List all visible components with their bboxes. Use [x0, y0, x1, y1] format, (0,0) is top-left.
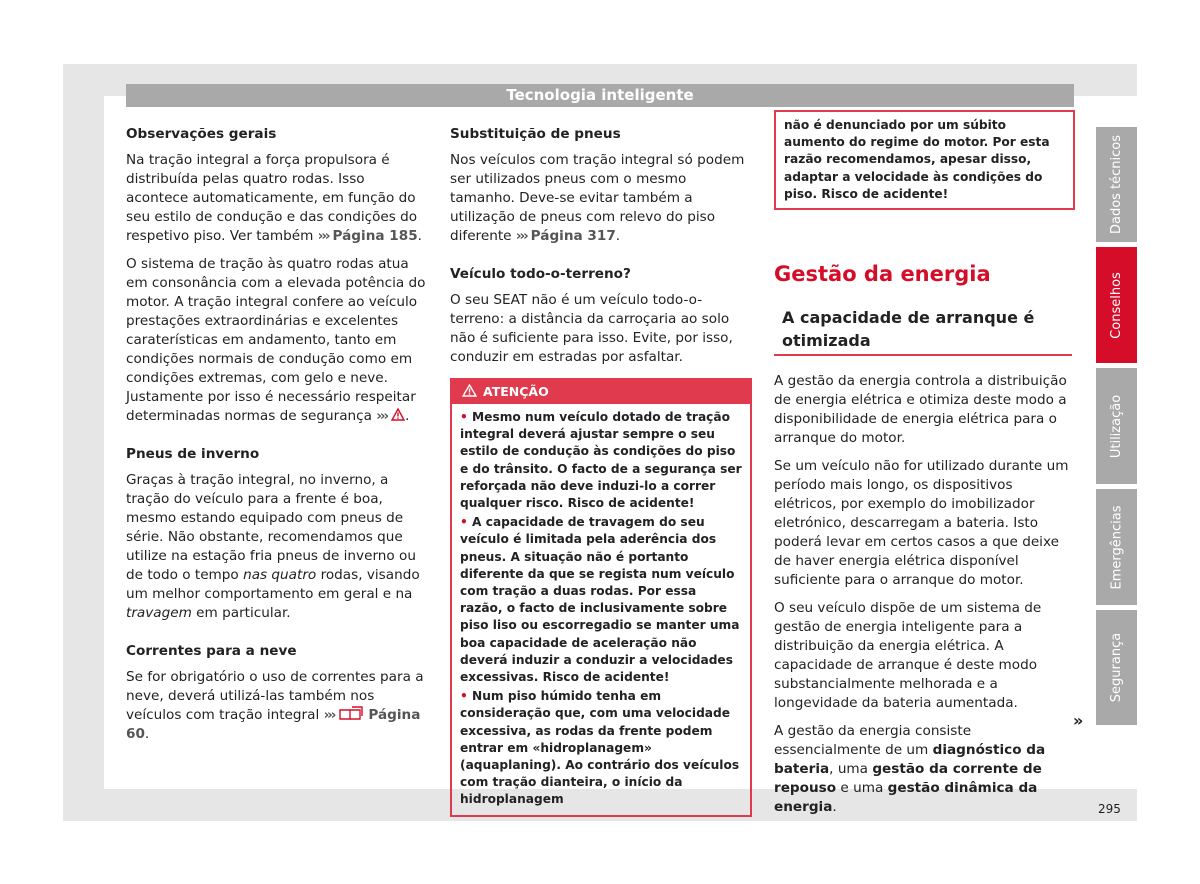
tab-dados-tecnicos[interactable] — [1096, 127, 1137, 242]
warning-title: ATENÇÃO — [483, 384, 549, 399]
paragraph: Se for obrigatório o uso de correntes para a neve, deverá utilizá-las também nos veículos com tração integral ››› Página 60. — [126, 669, 424, 742]
paragraph: O seu SEAT não é um veículo todo-o-terreno: a distância da carroçaria ao solo não é suficiente para isso. Evite, por isso, conduzir em estradas por asfaltar. — [450, 292, 733, 365]
tab-seguranca[interactable] — [1096, 610, 1137, 725]
tab-utilizacao[interactable] — [1096, 368, 1137, 484]
reference-label: Página 60 — [126, 707, 421, 742]
text: , uma — [829, 761, 873, 778]
tab-label: Dados técnicos — [1109, 134, 1124, 235]
text: Nos veículos com tração integral só podem ser utilizados pneus com o mesmo tamanho. Deve-se evitar também a utilização de pneus com relevo do piso diferente — [450, 152, 745, 244]
reference-label: Página 185 — [332, 228, 418, 244]
paragraph — [774, 722, 1076, 817]
text: . — [832, 799, 837, 816]
section-title: Gestão da energia — [774, 262, 991, 287]
emphasis: nas quatro — [243, 567, 317, 583]
text: A gestão da energia consiste essencialmente de um — [774, 723, 972, 759]
continue-marker: » — [1073, 711, 1084, 730]
column-1 — [126, 124, 426, 753]
arrows-icon: ››› — [323, 707, 335, 723]
arrows-icon: ››› — [317, 228, 329, 244]
warning-box — [450, 378, 752, 817]
tab-emergencias[interactable] — [1096, 489, 1137, 605]
warning-triangle-icon — [462, 384, 477, 397]
bullet-icon: • — [460, 515, 468, 530]
paragraph: O seu veículo dispõe de um sistema de gestão de energia inteligente para a distribuição da energia elétrica. A capacidade de arranque é deste modo substancialmente melhorada e a longevidade da bateria aumentada. — [774, 600, 1042, 712]
tab-label: Segurança — [1109, 632, 1124, 703]
text: Se for obrigatório o uso de correntes para a neve, deverá utilizá-las também nos veículos com tração integral — [126, 669, 424, 723]
tab-label: Utilização — [1109, 394, 1124, 458]
arrows-icon: ››› — [376, 408, 388, 424]
warning-header — [452, 380, 750, 404]
warning-reference-link[interactable] — [376, 408, 405, 424]
bold-text: gestão da corrente de repouso — [774, 761, 1042, 797]
tab-label: Conselhos — [1109, 271, 1124, 339]
warning-body — [452, 404, 750, 815]
paragraph: Nos veículos com tração integral só podem ser utilizados pneus com o mesmo tamanho. Deve-se evitar também a utilização de pneus com relevo do piso diferente ››› Página 317. — [450, 152, 745, 244]
text: rodas, visando um melhor comportamento em geral e na — [126, 567, 420, 602]
warning-text: Num piso húmido tenha em consideração que, com uma velocidade excessiva, as rodas da frente podem entrar em «hidroplanagem» (aquaplaning). Ao contrário dos veículos com tração dianteira, o início da hidroplanagem — [460, 689, 740, 807]
warning-item — [460, 688, 742, 808]
warning-continuation-box: não é denunciado por um súbito aumento do regime do motor. Por esta razão recomendamos, apesar disso, adaptar a velocidade às condições do piso. Risco de acidente! — [774, 110, 1075, 210]
emphasis: travagem — [126, 605, 192, 621]
bullet-icon: • — [460, 689, 468, 704]
paragraph: Se um veículo não for utilizado durante um período mais longo, os dispositivos elétricos, por exemplo do imobilizador eletrónico, descarregam a bateria. Isto poderá levar em certos casos a que deixe de haver energia elétrica disponível suficiente para o arranque do motor. — [774, 458, 1069, 589]
bold-text: gestão dinâmica da energia — [774, 780, 1038, 816]
warning-item — [460, 514, 742, 686]
column-3 — [774, 118, 1076, 826]
text: e uma — [836, 780, 888, 797]
warning-text: Mesmo num veículo dotado de tração integral deverá ajustar sempre o seu estilo de condução às condições do piso e do trânsito. O facto de a segurança ser reforçada não deve induzi-lo a correr qualquer risco. Risco de acidente! — [460, 410, 742, 511]
page-number: 295 — [1098, 802, 1121, 816]
paragraph: A gestão da energia controla a distribuição de energia elétrica e otimiza deste modo a disponibilidade de energia elétrica para o arranque do motor. — [774, 373, 1067, 447]
heading-substituicao: Substituição de pneus — [450, 126, 621, 142]
bold-text: diagnóstico da bateria — [774, 742, 1046, 778]
warning-triangle-icon — [391, 408, 405, 421]
text: Graças à tração integral, no inverno, a tração do veículo para a frente é boa, mesmo estando equipado com pneus de série. Não obstante, recomendamos que utilize na estação fria pneus de inverno ou de todo o tempo — [126, 472, 416, 583]
paragraph: Na tração integral a força propulsora é distribuída pelas quatro rodas. Isso acontece automaticamente, em função do seu estilo de condução e das condições do respetivo piso. Ver também ››› Página 185. — [126, 152, 422, 244]
book-icon — [338, 706, 364, 721]
tab-label: Emergências — [1109, 505, 1125, 589]
heading-correntes: Correntes para a neve — [126, 643, 297, 659]
page-reference-link[interactable] — [516, 228, 616, 244]
arrows-icon: ››› — [515, 228, 527, 244]
chapter-header: Tecnologia inteligente — [126, 84, 1074, 107]
paragraph — [126, 471, 426, 623]
heading-observacoes: Observações gerais — [126, 126, 277, 142]
column-2 — [450, 124, 752, 817]
tab-conselhos[interactable] — [1096, 247, 1137, 363]
page-reference-link[interactable] — [318, 228, 418, 244]
bullet-icon: • — [460, 410, 468, 424]
heading-todo-terreno: Veículo todo-o-terreno? — [450, 266, 631, 282]
text: O sistema de tração às quatro rodas atua em consonância com a elevada potência do motor. A tração integral confere ao veículo prestações extraordinárias e excelentes caraterísticas em andamento, tanto em condições normais de condução como em condições extremas, com gelo e neve. Justamente por isso é necessário respeitar determinadas normas de segurança — [126, 256, 426, 424]
warning-item — [460, 409, 742, 512]
heading-pneus-inverno: Pneus de inverno — [126, 446, 260, 462]
text: em particular. — [191, 605, 291, 621]
text: Na tração integral a força propulsora é distribuída pelas quatro rodas. Isso acontece automaticamente, em função do seu estilo de condução e das condições do respetivo piso. Ver também — [126, 152, 418, 244]
warning-text: A capacidade de travagem do seu veículo é limitada pela aderência dos pneus. A situação não é portanto diferente da que se regista num veículo com tração a duas rodas. Por essa razão, o facto de inclusivamente sobre piso liso ou escorregadio se manter uma boa capacidade de aceleração não deverá induzir a conduzir a velocidades excessivas. Risco de acidente! — [460, 515, 740, 685]
subsection-title: A capacidade de arranque é otimizada — [774, 306, 1072, 356]
reference-label: Página 317 — [530, 228, 616, 244]
paragraph: O sistema de tração às quatro rodas atua em consonância com a elevada potência do motor. A tração integral confere ao veículo prestações extraordinárias e excelentes caraterísticas em andamento, tanto em condições normais de condução como em condições extremas, com gelo e neve. Justamente por isso é necessário respeitar determinadas normas de segurança ››› . — [126, 256, 426, 424]
